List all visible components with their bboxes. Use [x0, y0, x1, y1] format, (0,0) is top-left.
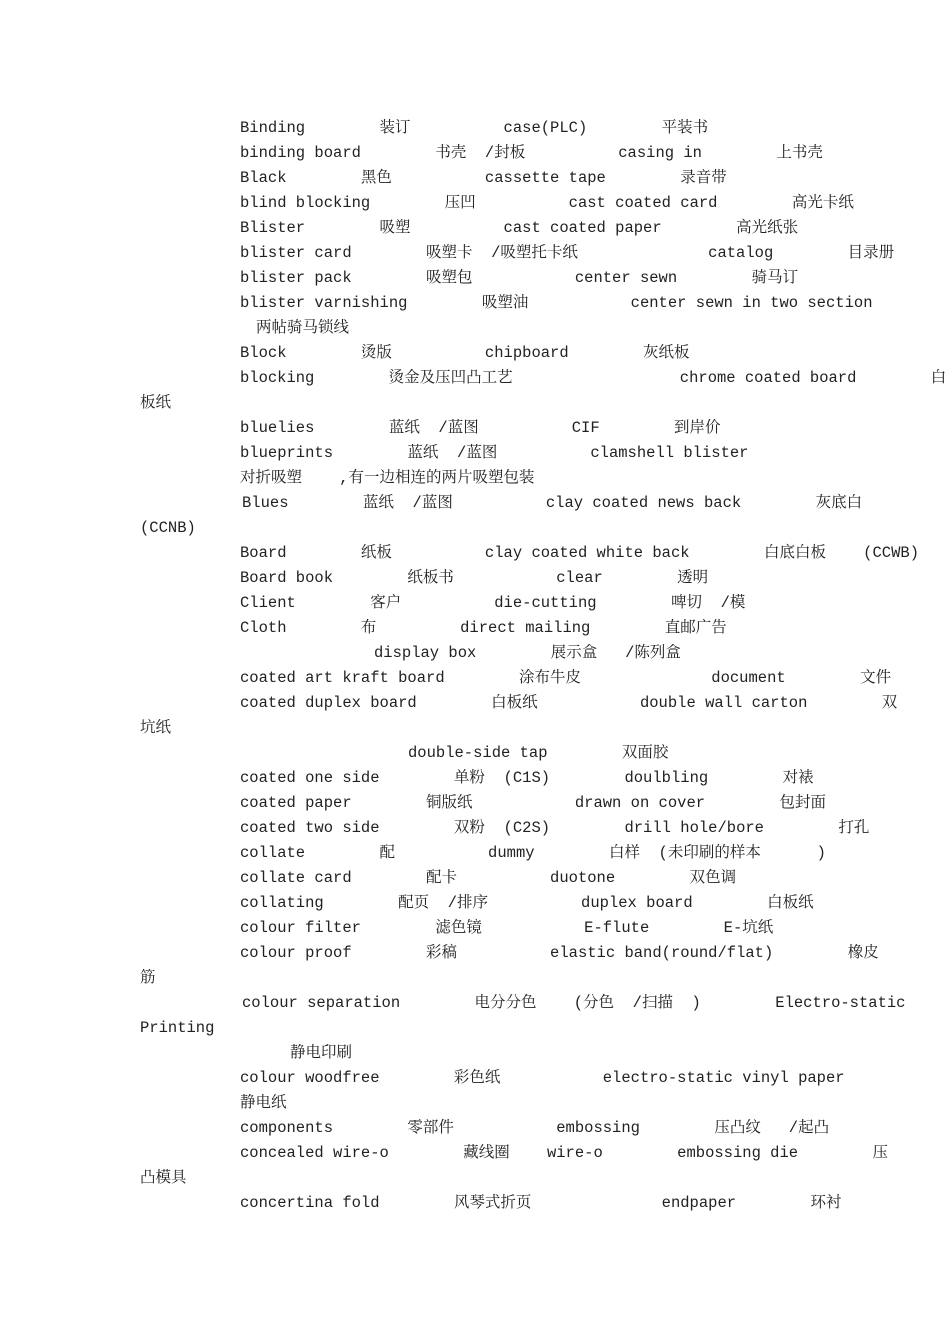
text-line: Board 纸板 clay coated white back 白底白板 (CCWB)	[240, 544, 919, 562]
text-line: Printing	[140, 1019, 215, 1037]
text-line: 板纸	[140, 394, 172, 412]
text-line: double-side tap 双面胶	[408, 744, 669, 762]
text-line: Board book 纸板书 clear 透明	[240, 569, 709, 587]
text-line: 坑纸	[140, 719, 172, 737]
text-line: 对折吸塑 ,有一边相连的两片吸塑包装	[240, 469, 535, 487]
text-line: (CCNB)	[140, 519, 196, 537]
text-line: Blues 蓝纸 /蓝图 clay coated news back 灰底白	[242, 494, 863, 512]
text-line: Binding 装订 case(PLC) 平装书	[240, 119, 709, 137]
text-line: collating 配页 /排序 duplex board 白板纸	[240, 894, 814, 912]
text-line: Block 烫版 chipboard 灰纸板	[240, 344, 690, 362]
text-line: collate 配 dummy 白样 (未印刷的样本 )	[240, 844, 826, 862]
text-line: blueprints 蓝纸 /蓝图 clamshell blister	[240, 444, 749, 462]
text-line: coated duplex board 白板纸 double wall carton 双	[240, 694, 898, 712]
text-line: 静电纸	[240, 1094, 287, 1112]
text-line: colour proof 彩稿 elastic band(round/flat) 橡皮	[240, 944, 879, 962]
text-line: concealed wire-o 藏线圈 wire-o embossing die 压	[240, 1144, 888, 1162]
text-line: concertina fold 风琴式折页 endpaper 环衬	[240, 1194, 842, 1212]
text-line: 两帖骑马锁线	[256, 319, 350, 337]
text-line: blister card 吸塑卡 /吸塑托卡纸 catalog 目录册	[240, 244, 895, 262]
text-line: coated two side 双粉 (C2S) drill hole/bore 打孔	[240, 819, 870, 837]
text-line: 凸模具	[140, 1169, 187, 1187]
text-line: coated one side 单粉 (C1S) doulbling 对裱	[240, 769, 814, 787]
text-line: collate card 配卡 duotone 双色调	[240, 869, 737, 887]
text-line: blister varnishing 吸塑油 center sewn in two section	[240, 294, 873, 312]
text-line: colour separation 电分分色 (分色 /扫描 ) Electro-static	[242, 994, 906, 1012]
text-line: blocking 烫金及压凹凸工艺 chrome coated board 白	[240, 369, 947, 387]
text-line: bluelies 蓝纸 /蓝图 CIF 到岸价	[240, 419, 721, 437]
text-line: 静电印刷	[290, 1044, 353, 1062]
text-line: Blister 吸塑 cast coated paper 高光纸张	[240, 219, 799, 237]
text-line: blister pack 吸塑包 center sewn 骑马订	[240, 269, 799, 287]
text-line: colour woodfree 彩色纸 electro-static vinyl paper	[240, 1069, 845, 1087]
text-line: display box 展示盒 /陈列盒	[374, 644, 681, 662]
text-line: coated art kraft board 涂布牛皮 document 文件	[240, 669, 892, 687]
text-line: Cloth 布 direct mailing 直邮广告	[240, 619, 727, 637]
text-line: coated paper 铜版纸 drawn on cover 包封面	[240, 794, 826, 812]
text-line: 筋	[140, 969, 156, 987]
text-line: Client 客户 die-cutting 啤切 /模	[240, 594, 746, 612]
text-line: colour filter 滤色镜 E-flute E-坑纸	[240, 919, 774, 937]
text-line: Black 黑色 cassette tape 录音带	[240, 169, 727, 187]
text-line: blind blocking 压凹 cast coated card 高光卡纸	[240, 194, 854, 212]
text-line: components 零部件 embossing 压凸纹 /起凸	[240, 1119, 830, 1137]
text-line: binding board 书壳 /封板 casing in 上书壳	[240, 144, 823, 162]
